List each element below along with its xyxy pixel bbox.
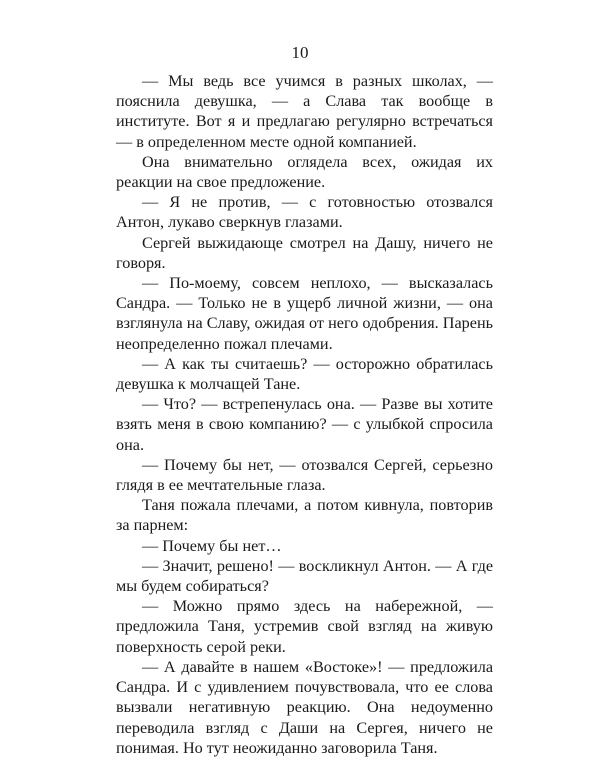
paragraph: — Я не против, — с готовностью отозвался Антон, лукаво сверкнув глазами. xyxy=(116,193,493,232)
paragraph: — Мы ведь все учимся в разных школах, — пояснила девушка, — а Слава так вообще в институте. Вот я и предлагаю регулярно встречаться — в определенном месте одной компанией. xyxy=(116,72,493,151)
paragraph: — Почему бы нет… xyxy=(142,536,282,555)
paragraph: — А как ты считаешь? — осторожно обратилась девушка к молчащей Тане. xyxy=(116,354,493,394)
paragraph: Сергей выжидающе смотрел на Дашу, ничего не говоря. xyxy=(116,233,493,272)
page-number: 10 xyxy=(291,43,309,62)
paragraph: — Значит, решено! — воскликнул Антон. — А где мы будем собираться? xyxy=(116,556,493,596)
paragraph: — Можно прямо здесь на набережной, — предложила Таня, устремив свой взгляд на живую поверхность серой реки. xyxy=(116,597,493,656)
body-text xyxy=(116,71,493,758)
paragraph: — А давайте в нашем «Востоке»! — предложила Сандра. И с удивлением почувствовала, что ее слова вызвали негативную реакцию. Она недоуменно переводила взгляд с Даши на Сергея, ничего не понимая. Но тут неожиданно заговорила Таня. xyxy=(116,657,493,757)
paragraph: — По-моему, совсем неплохо, — высказалась Сандра. — Только не в ущерб личной жизни, — она взглянула на Славу, ожидая от него одобрения. Парень неопределенно пожал плечами. xyxy=(116,274,493,353)
paragraph: — Что? — встрепенулась она. — Разве вы хотите взять меня в свою компанию? — с улыбкой спросила она. xyxy=(116,395,493,454)
paragraph: — Почему бы нет, — отозвался Сергей, серьезно глядя в ее мечтательные глаза. xyxy=(116,455,493,495)
paragraph: Она внимательно оглядела всех, ожидая их реакции на свое предложение. xyxy=(116,152,493,192)
paragraph: Таня пожала плечами, а потом кивнула, повторив за парнем: xyxy=(116,496,493,535)
